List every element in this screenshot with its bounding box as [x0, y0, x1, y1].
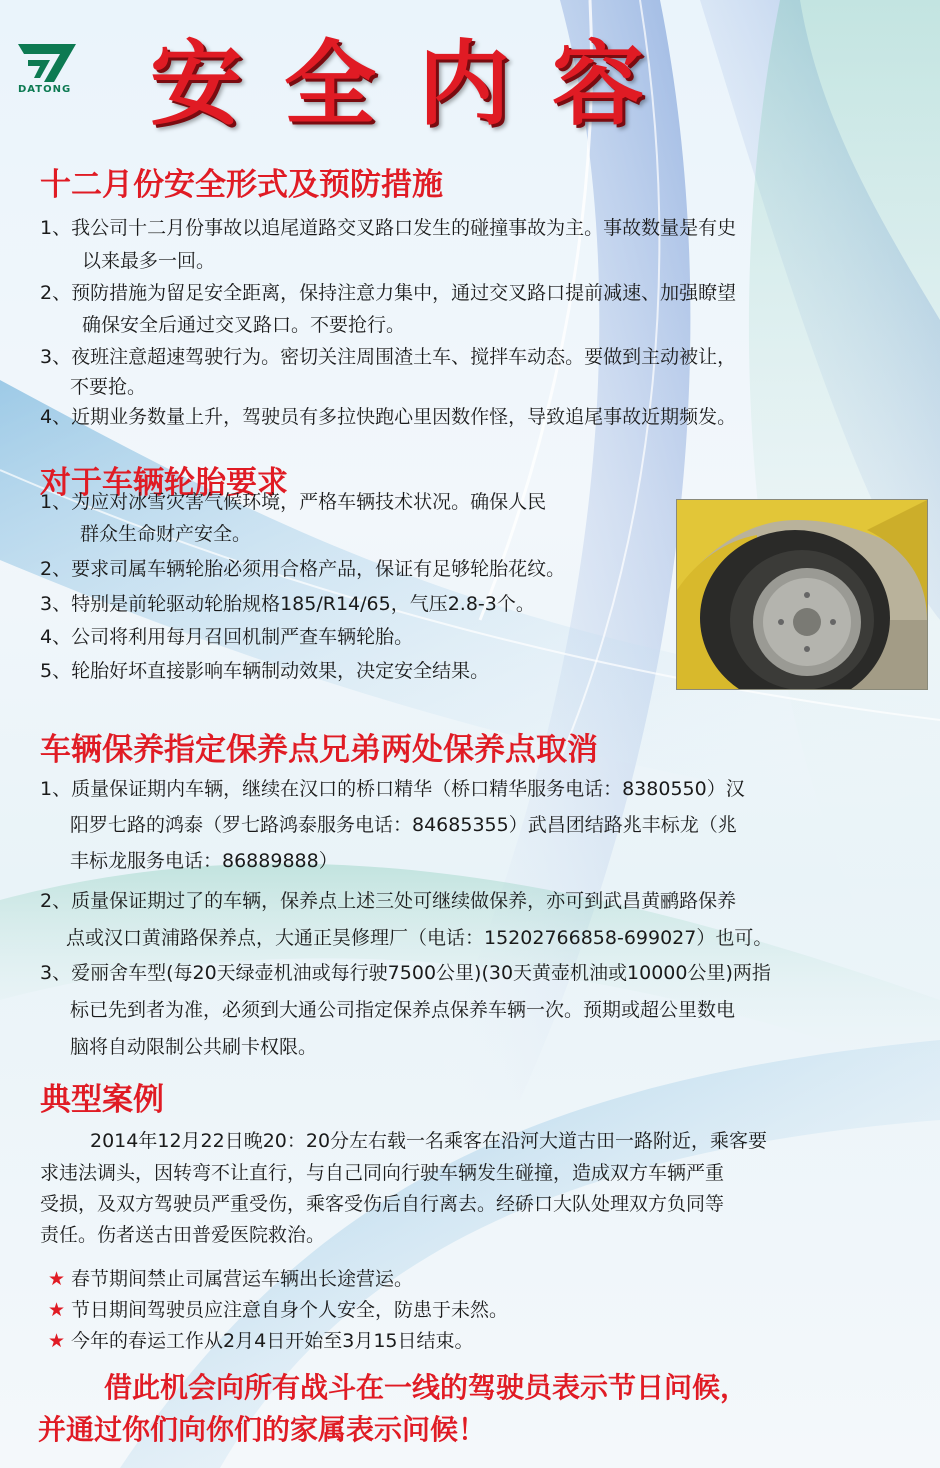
- s1-line: 2、预防措施为留足安全距离，保持注意力集中，通过交叉路口提前减速、加强瞭望: [40, 282, 737, 304]
- s1-line: 以来最多一回。: [82, 250, 216, 272]
- case-line: 责任。伤者送古田普爱医院救治。: [40, 1224, 326, 1246]
- s3-line: 阳罗七路的鸿泰（罗七路鸿泰服务电话：84685355）武昌团结路兆丰标龙（兆: [70, 814, 737, 836]
- star-icon: ★: [48, 1330, 66, 1352]
- s2-line: 5、轮胎好坏直接影响车辆制动效果，决定安全结果。: [40, 660, 490, 682]
- closing-greeting-line-2: 并通过你们向你们的家属表示问候！: [38, 1413, 487, 1446]
- s1-line: 3、夜班注意超速驾驶行为。密切关注周围渣土车、搅拌车动态。要做到主动被让，: [40, 346, 737, 368]
- s2-line: 2、要求司属车辆轮胎必须用合格产品，保证有足够轮胎花纹。: [40, 558, 566, 580]
- s2-line: 3、特别是前轮驱动轮胎规格185/R14/65，气压2.8-3个。: [40, 593, 535, 615]
- s3-line: 3、爱丽舍车型(每20天绿壶机油或每行驶7500公里)(30天黄壶机油或10000公里)两指: [40, 962, 771, 984]
- s3-line: 丰标龙服务电话：86889888）: [70, 850, 338, 872]
- case-line: 求违法调头，因转弯不让直行，与自己同向行驶车辆发生碰撞，造成双方车辆严重: [40, 1162, 725, 1184]
- s3-line: 2、质量保证期过了的车辆，保养点上述三处可继续做保养，亦可到武昌黄鹂路保养: [40, 890, 737, 912]
- notice-item: [48, 1266, 413, 1293]
- s1-line: 不要抢。: [70, 376, 147, 398]
- star-icon: ★: [48, 1268, 66, 1290]
- notice-text: 节日期间驾驶员应注意自身个人安全，防患于未然。: [71, 1299, 509, 1321]
- tire-photo: [676, 499, 928, 690]
- s1-line: 1、我公司十二月份事故以追尾道路交叉路口发生的碰撞事故为主。事故数量是有史: [40, 217, 737, 239]
- s1-line: 4、近期业务数量上升，驾驶员有多拉快跑心里因数作怪，导致追尾事故近期频发。: [40, 406, 737, 428]
- s1-line: 确保安全后通过交叉路口。不要抢行。: [82, 314, 406, 336]
- logo-text: DATONG: [18, 84, 72, 95]
- section-heading-maintenance-points: 车辆保养指定保养点兄弟两处保养点取消: [40, 732, 598, 768]
- section-heading-tire-requirements: 对于车辆轮胎要求: [40, 465, 288, 501]
- section-heading-december-safety: 十二月份安全形式及预防措施: [40, 167, 443, 203]
- notice-item: [48, 1328, 474, 1355]
- notice-item: [48, 1297, 508, 1324]
- s3-line: 脑将自动限制公共刷卡权限。: [70, 1036, 318, 1058]
- notice-text: 今年的春运工作从2月4日开始至3月15日结束。: [71, 1330, 474, 1352]
- notice-text: 春节期间禁止司属营运车辆出长途营运。: [71, 1268, 414, 1290]
- s2-line: 1、为应对冰雪灾害气候环境，严格车辆技术状况。确保人民: [40, 491, 547, 513]
- s3-line: 点或汉口黄浦路保养点，大通正昊修理厂（电话：15202766858-699027）也可。: [66, 927, 773, 949]
- s3-line: 1、质量保证期内车辆，继续在汉口的桥口精华（桥口精华服务电话：8380550）汉: [40, 778, 745, 800]
- s2-line: 群众生命财产安全。: [80, 523, 252, 545]
- closing-greeting-line-1: 借此机会向所有战斗在一线的驾驶员表示节日问候，: [104, 1371, 749, 1404]
- s2-line: 4、公司将利用每月召回机制严查车辆轮胎。: [40, 626, 414, 648]
- section-heading-typical-case: 典型案例: [40, 1082, 164, 1118]
- page-title: 安全内容: [150, 31, 687, 138]
- case-line: 受损，及双方驾驶员严重受伤，乘客受伤后自行离去。经硚口大队处理双方负同等: [40, 1193, 725, 1215]
- s3-line: 标已先到者为准，必须到大通公司指定保养点保养车辆一次。预期或超公里数电: [70, 999, 736, 1021]
- star-icon: ★: [48, 1299, 66, 1321]
- case-line: 2014年12月22日晚20：20分左右载一名乘客在沿河大道古田一路附近，乘客要: [90, 1130, 768, 1152]
